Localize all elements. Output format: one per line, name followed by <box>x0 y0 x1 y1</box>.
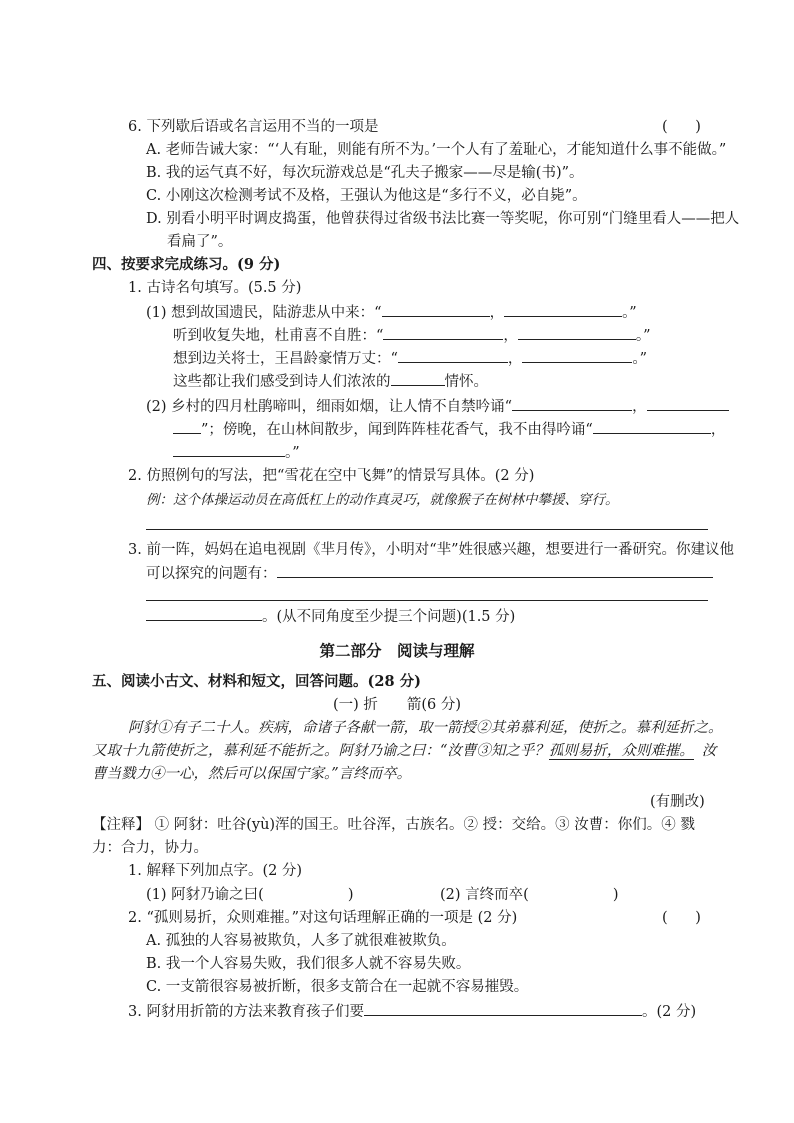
poem-blank-3a[interactable] <box>398 348 508 363</box>
passage-line-1: 阿豺①有子二十人。疾病，命诸子各献一箭，取一箭授②其弟慕利延，使折之。慕利延折之。 <box>128 720 723 736</box>
q6-option-b: B. 我的运气真不好，每次玩游戏总是“孔夫子搬家——尽是输(书)”。 <box>146 165 584 181</box>
q6-option-c: C. 小刚这次检测考试不及格，王强认为他这是“多行不义，必自毙”。 <box>146 188 587 204</box>
sec5-q1-stem: 1. 解释下列加点字。(2 分) <box>128 863 303 879</box>
q6-answer-paren[interactable]: ( ) <box>662 119 701 135</box>
poem-fill-line-5 <box>146 396 729 417</box>
sec5-q3-tail: 。(2 分) <box>641 1004 697 1020</box>
poem-prompt-3: 想到边关将士，王昌龄豪情万丈：“ <box>173 351 398 367</box>
poem-blank-1b[interactable] <box>504 302 622 317</box>
poem-blank-2a[interactable] <box>383 325 503 340</box>
poem-summary-post: 情怀。 <box>444 374 488 390</box>
passage-line-2 <box>92 741 716 761</box>
rparen: ) <box>347 887 354 903</box>
comma: ， <box>507 351 523 367</box>
sec5-q1-b <box>440 885 618 905</box>
poem-prompt-6: ”；傍晚，在山林间散步，闻到阵阵桂花香气，我不由得吟诵“ <box>201 422 593 438</box>
sec5-q1-a-text: (1) 阿豺乃谕之曰( <box>146 887 264 903</box>
poem-prompt-1: (1) 想到故国遗民，陆游悲从中来：“ <box>146 305 382 321</box>
passage-line-2a: 又取十九箭使折之，慕利延不能折之。阿豺乃谕之曰：“汝曹③知之乎？ <box>92 743 549 759</box>
q6-option-d-line2: 看扁了”。 <box>167 234 233 250</box>
sec4-q3-line1: 3. 前一阵，妈妈在追电视剧《芈月传》，小明对“芈”姓很感兴趣，想要进行一番研究。你建议他 <box>128 542 735 558</box>
sec4-q3-blank-3[interactable] <box>146 606 262 621</box>
close-quote: 。” <box>632 351 648 367</box>
q6-option-d-line1: D. 别看小明平时调皮捣蛋，他曾获得过省级书法比赛一等奖呢，你可别“门缝里看人——把人 <box>146 211 740 227</box>
sec5-q2-option-a: A. 孤独的人容易被欺负，人多了就很难被欺负。 <box>146 933 456 949</box>
sec4-q2-stem: 2. 仿照例句的写法，把“雪花在空中飞舞”的情景写具体。(2 分) <box>128 468 535 484</box>
poem-blank-1a[interactable] <box>382 302 490 317</box>
passage-source: (有删改) <box>650 794 705 810</box>
poem-fill-line-2 <box>173 325 651 346</box>
close-quote: 。” <box>635 328 651 344</box>
close-quote: 。” <box>285 445 300 461</box>
poem-summary-pre: 这些都让我们感受到诗人们浓浓的 <box>173 374 391 390</box>
poem-fill-line-7 <box>173 442 300 463</box>
comma: ， <box>503 328 518 344</box>
sec5-q1-b-text: (2) 言终而卒( <box>440 887 529 903</box>
rparen: ) <box>612 887 619 903</box>
poem-fill-line-4 <box>173 371 488 392</box>
comma: ， <box>710 422 726 438</box>
sec5-q2-stem: 2. “孤则易折，众则难摧。”对这句话理解正确的一项是 (2 分) <box>128 910 518 926</box>
poem-prompt-5: (2) 乡村的四月杜鹃啼叫，细雨如烟，让人情不自禁吟诵“ <box>146 399 513 415</box>
sec4-q3-prompt: 可以探究的问题有： <box>146 566 277 582</box>
section-4-heading: 四、按要求完成练习。(9 分) <box>92 256 281 273</box>
sec5-q3-text: 3. 阿豺用折箭的方法来教育孩子们要 <box>128 1004 364 1020</box>
close-quote: 。” <box>622 305 637 321</box>
poem-prompt-2: 听到收复失地，杜甫喜不自胜：“ <box>173 328 384 344</box>
poem-fill-line-1 <box>146 302 637 323</box>
comma: ， <box>632 399 647 415</box>
sec5-q1-a <box>146 885 353 905</box>
passage-underlined-sentence: 孤则易折，众则难摧。 <box>548 743 694 759</box>
passage-line-2c: 汝 <box>701 743 717 759</box>
comma: ， <box>489 305 505 321</box>
poem-blank-6a[interactable] <box>593 419 711 434</box>
poem-blank-3b[interactable] <box>522 348 632 363</box>
part-2-title: 第二部分 阅读与理解 <box>319 641 475 660</box>
poem-blank-5b[interactable] <box>647 396 729 411</box>
sec4-q3-line2 <box>146 563 713 584</box>
sec4-q3-tail: 。(从不同角度至少提三个问题)(1.5 分) <box>262 609 516 625</box>
passage-title: (一) 折 箭(6 分) <box>332 697 462 713</box>
poem-blank-6b[interactable] <box>173 442 285 457</box>
poem-blank-2b[interactable] <box>518 325 636 340</box>
sec4-q3-blank-1[interactable] <box>277 563 713 578</box>
q6-option-a: A. 老师告诫大家：“‘人有耻，则能有所不为。’一个人有了羞耻心，才能知道什么事不能做。” <box>146 142 727 158</box>
sec5-q2-option-c: C. 一支箭很容易被折断，很多支箭合在一起就不容易摧毁。 <box>146 979 529 995</box>
sec5-q2-option-b: B. 我一个人容易失败，我们很多人就不容易失败。 <box>146 956 471 972</box>
q6-stem: 6. 下列歇后语或名言运用不当的一项是 <box>128 119 379 135</box>
sec5-q3-blank[interactable] <box>364 1001 642 1016</box>
poem-blank-5c[interactable] <box>173 419 201 434</box>
sec4-q2-example: 例：这个体操运动员在高低杠上的动作真灵巧，就像猴子在树林中攀援、穿行。 <box>146 492 619 508</box>
sec4-q2-answer-line[interactable] <box>146 529 708 530</box>
sec4-q3-blank-2[interactable] <box>146 600 708 601</box>
poem-blank-5a[interactable] <box>512 396 632 411</box>
notes-line-1: 【注释】 ① 阿豺：吐谷(yù)浑的国王。吐谷浑，古族名。② 授：交给。③ 汝曹：你们。④ 戮 <box>92 817 695 833</box>
poem-blank-feeling[interactable] <box>391 371 445 386</box>
sec5-q2-answer-paren[interactable]: ( ) <box>662 910 701 926</box>
poem-fill-line-3 <box>173 348 647 369</box>
sec5-q3 <box>128 1001 696 1022</box>
poem-fill-line-6 <box>173 419 725 440</box>
sec4-q3-line4 <box>146 606 515 627</box>
sec4-q1-stem: 1. 古诗名句填写。(5.5 分) <box>128 280 302 296</box>
passage-line-3: 曹当戮力④一心，然后可以保国宁家。”言终而卒。 <box>92 766 412 782</box>
section-5-heading: 五、阅读小古文、材料和短文，回答问题。(28 分) <box>92 673 421 690</box>
notes-line-2: 力：合力，协力。 <box>92 840 208 856</box>
